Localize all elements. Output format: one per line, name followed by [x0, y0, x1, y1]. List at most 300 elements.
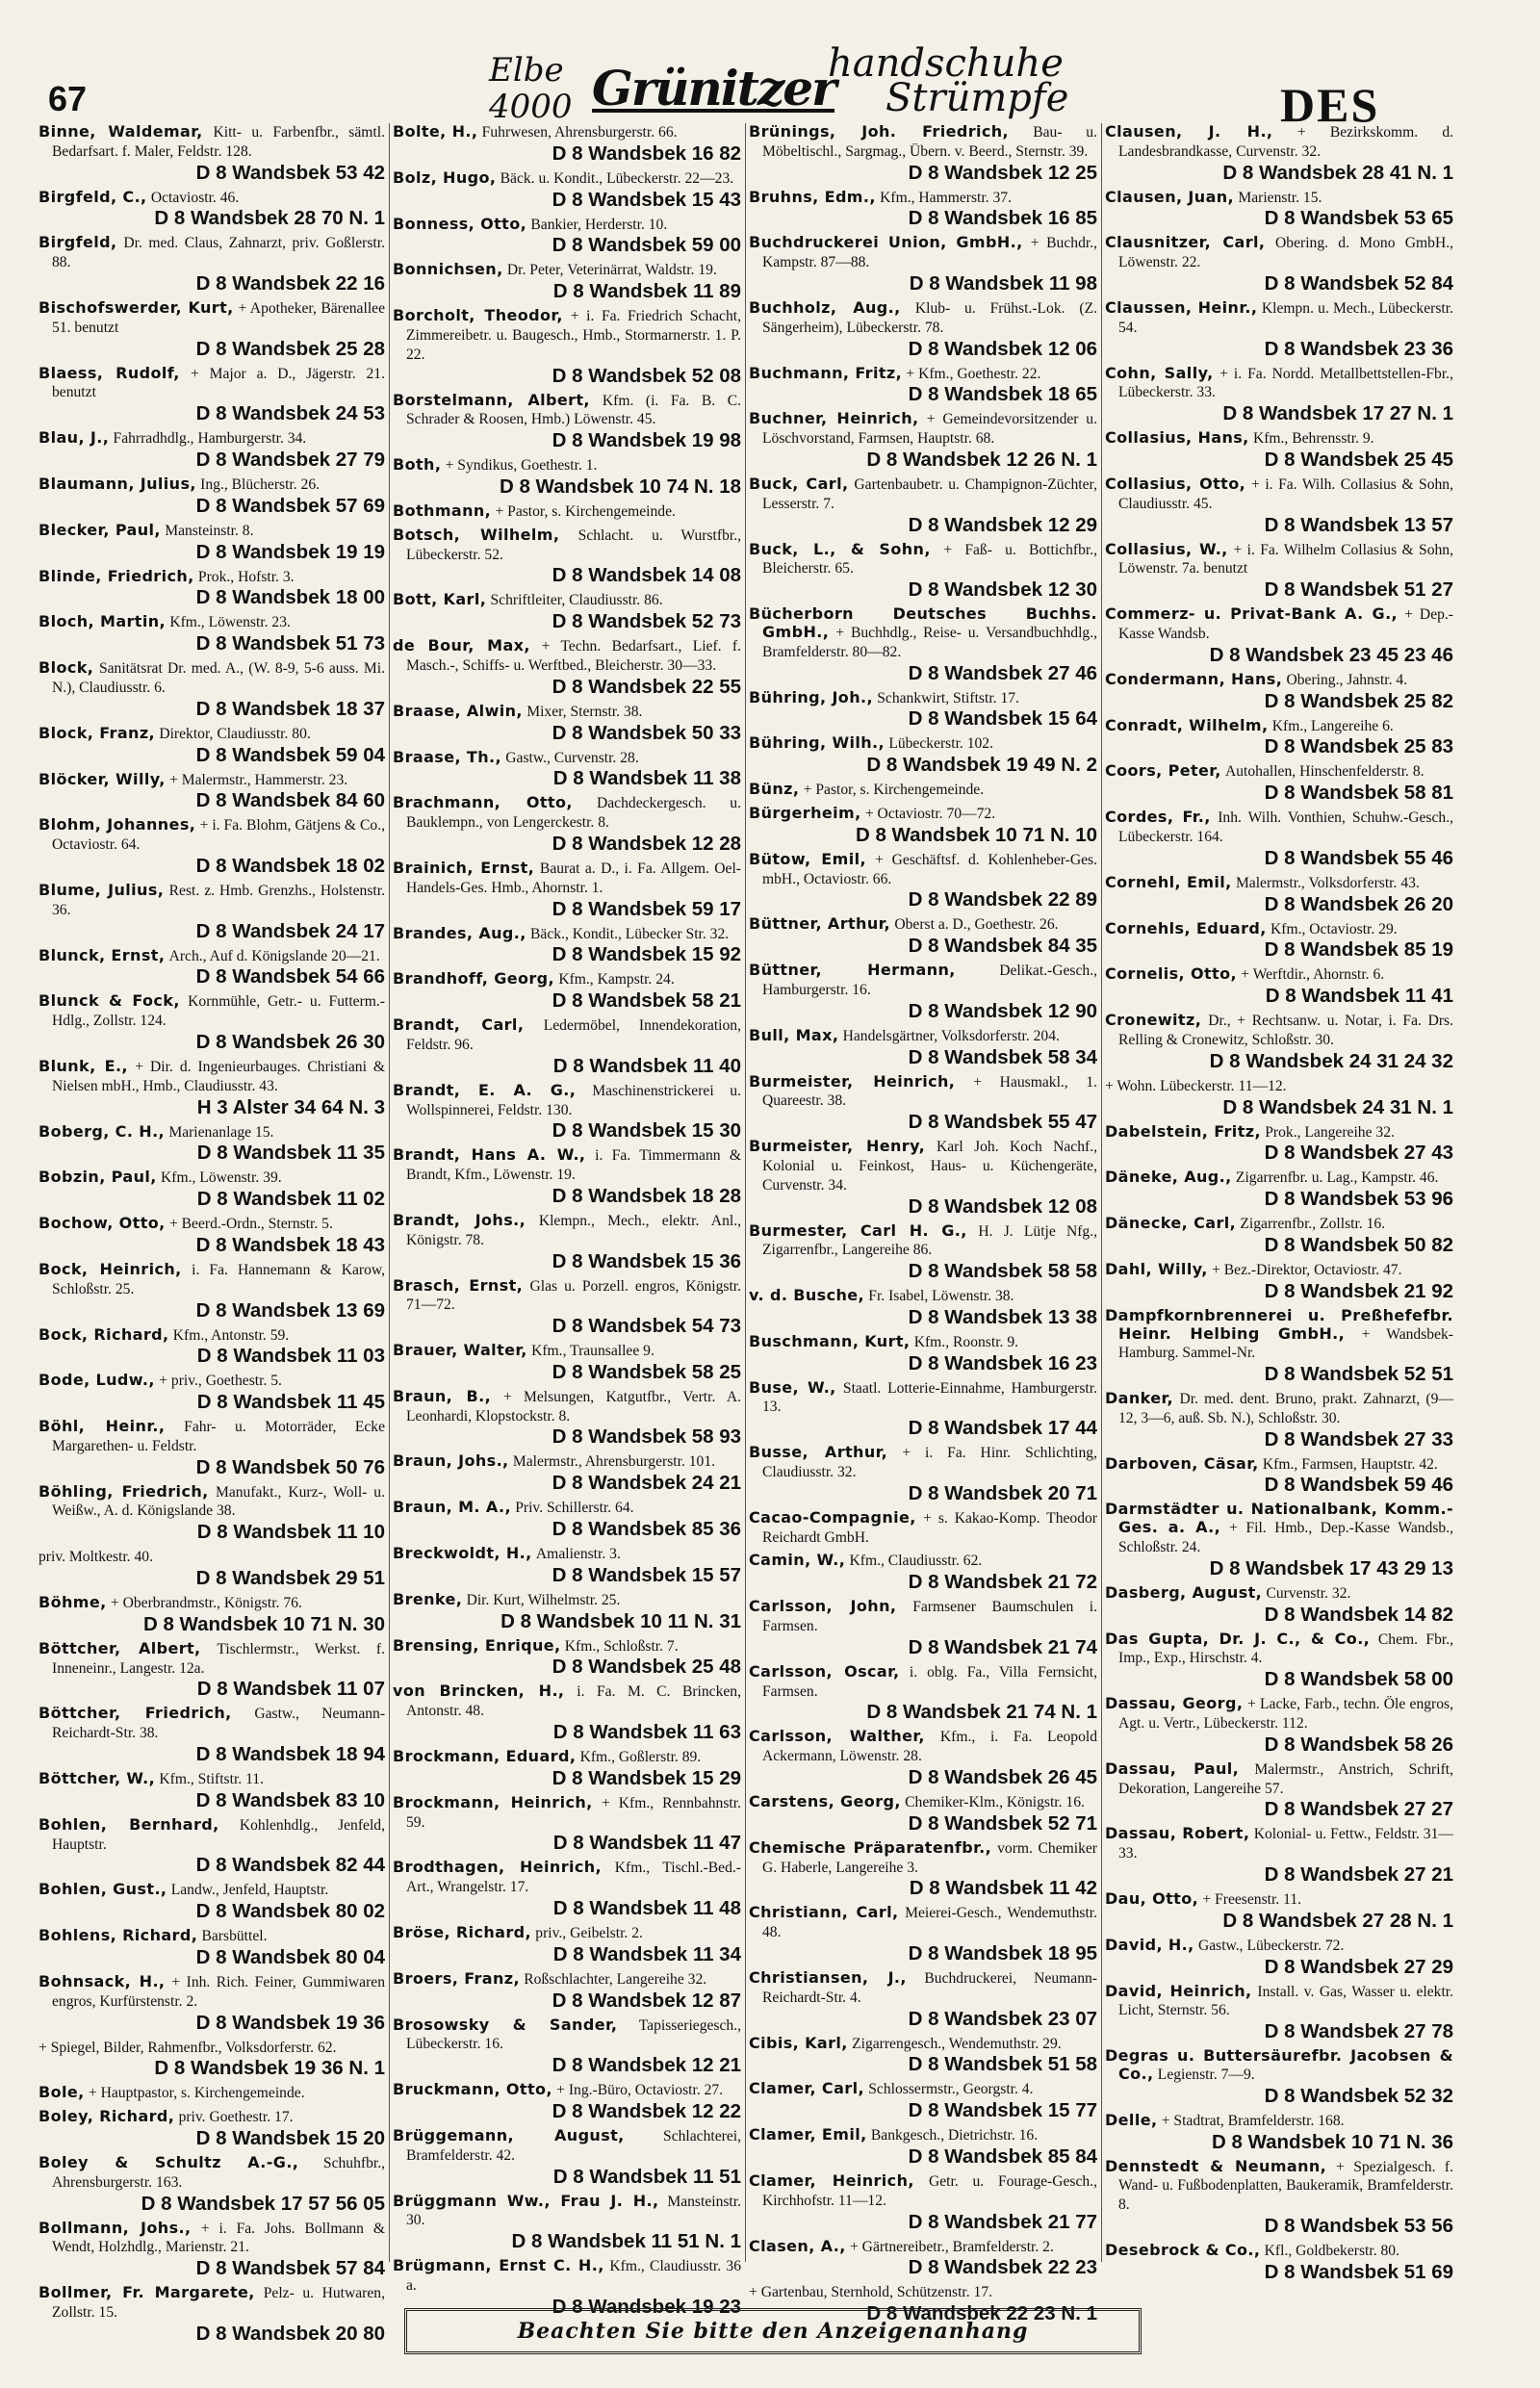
entry-name: David, H.,	[1105, 1935, 1194, 1954]
directory-entry	[38, 1372, 385, 1413]
directory-entry	[1105, 2158, 1453, 2237]
entry-details: Chemiker-Klm., Königstr. 16.	[905, 1794, 1085, 1811]
directory-entry	[393, 749, 741, 790]
directory-entry	[393, 1970, 741, 2012]
entry-phone: D 8 Wandsbek 19 36 N. 1	[154, 2057, 385, 2080]
directory-entry	[393, 1794, 741, 1855]
entry-name: Carlsson, John,	[749, 1597, 897, 1616]
entry-name: Blöcker, Willy,	[38, 769, 166, 788]
entry-details: Prok., Langereihe 32.	[1265, 1123, 1395, 1141]
entry-details: Malermstr., Anstrich, Schrift, Dekoration, Langereihe 57.	[1118, 1760, 1453, 1797]
directory-entry	[393, 502, 741, 522]
directory-entry	[393, 970, 741, 1012]
entry-details: + Fil. Hmb., Dep.-Kasse Wandsb., Schloßstr. 24.	[1118, 1520, 1454, 1556]
entry-name: Bühring, Wilh.,	[749, 733, 886, 753]
entry-details: Schlacht. u. Wurstfbr., Lübeckerstr. 52.	[406, 526, 741, 563]
entry-phone: D 8 Wandsbek 17 27 N. 1	[1222, 402, 1453, 425]
directory-entry	[38, 299, 385, 360]
entry-phone: D 8 Wandsbek 53 96	[1264, 1188, 1453, 1211]
directory-entry	[1105, 1215, 1453, 1256]
entry-phone: D 8 Wandsbek 12 06	[908, 337, 1097, 360]
entry-name: Cornehls, Eduard,	[1105, 918, 1267, 937]
footer-text: Beachten Sie bitte den Anzeigenanhang	[517, 2319, 1029, 2344]
entry-phone: D 8 Wandsbek 15 92	[552, 943, 741, 966]
entry-details: Kfm., Stiftstr. 11.	[159, 1771, 264, 1788]
entry-phone: D 8 Wandsbek 29 51	[195, 1567, 385, 1590]
entry-phone: D 8 Wandsbek 52 32	[1264, 2084, 1453, 2107]
entry-phone: D 8 Wandsbek 18 28	[552, 1184, 741, 1207]
entry-phone: D 8 Wandsbek 11 89	[552, 280, 741, 303]
directory-entry	[393, 1342, 741, 1383]
entry-phone: D 8 Wandsbek 25 82	[1264, 689, 1453, 712]
directory-entry	[38, 1123, 385, 1165]
directory-entry	[1105, 874, 1453, 915]
entry-phone: D 8 Wandsbek 53 56	[1264, 2215, 1453, 2238]
entry-phone: D 8 Wandsbek 11 07	[196, 1678, 385, 1701]
index-letters: DES	[1280, 78, 1380, 132]
entry-details: Klempn., Mech., elektr. Anl., Königstr. 78.	[406, 1212, 741, 1248]
entry-phone: D 8 Wandsbek 27 28 N. 1	[1222, 1909, 1453, 1932]
directory-entry	[38, 1881, 385, 1922]
entry-details: + Gartenbau, Sternhold, Schützenstr. 17.	[749, 2284, 993, 2301]
directory-entry	[749, 851, 1097, 912]
entry-details: + i. Fa. Hinr. Schlichting, Claudiusstr. 32.	[762, 1445, 1098, 1481]
entry-name: Brandt, E. A. G.,	[393, 1080, 577, 1099]
directory-entry	[38, 2284, 385, 2345]
entry-name: Bonnichsen,	[393, 260, 503, 279]
entry-name: Camin, W.,	[749, 1551, 846, 1570]
entry-details: + i. Fa. Wilhelm Collasius & Sohn, Löwenstr. 7a. benutzt	[1118, 541, 1454, 578]
entry-name: Borstelmann, Albert,	[393, 390, 590, 409]
entry-name: Danker,	[1105, 1389, 1173, 1408]
entry-details: Direktor, Claudiusstr. 80.	[159, 725, 311, 742]
entry-details: Malermstr., Volksdorferstr. 43.	[1235, 874, 1420, 891]
entry-details: Kornmühle, Getr.- u. Futterm.-Hdlg., Zollstr. 124.	[52, 993, 385, 1030]
entry-name: Dänecke, Carl,	[1105, 1214, 1237, 1233]
entry-details: Arch., Auf d. Königslande 20—21.	[168, 947, 380, 964]
directory-entry	[393, 261, 741, 302]
entry-name: Binne, Waldemar,	[38, 122, 203, 141]
directory-entry	[749, 962, 1097, 1022]
entry-phone: D 8 Wandsbek 12 87	[552, 1989, 741, 2012]
entry-phone: D 8 Wandsbek 19 36	[195, 2011, 385, 2034]
entry-name: Blaess, Rudolf,	[38, 363, 180, 382]
entry-phone: D 8 Wandsbek 59 00	[552, 234, 741, 257]
entry-name: Delle,	[1105, 2110, 1158, 2129]
entry-name: Cacao-Compagnie,	[749, 1507, 916, 1527]
entry-phone: D 8 Wandsbek 55 47	[908, 1111, 1097, 1134]
entry-details: Lübeckerstr. 102.	[888, 735, 994, 753]
directory-entry	[749, 1839, 1097, 1900]
directory-entry	[38, 568, 385, 609]
entry-name: Dennstedt & Neumann,	[1105, 2156, 1327, 2175]
entry-name: Dasberg, August,	[1105, 1582, 1263, 1602]
entry-details: i. Fa. M. C. Brincken, Antonstr. 48.	[406, 1683, 742, 1720]
directory-entry	[393, 1924, 741, 1965]
entry-phone: D 8 Wandsbek 19 49 N. 2	[866, 754, 1097, 777]
entry-phone: D 8 Wandsbek 12 30	[908, 578, 1097, 602]
entry-details: + Wandsbek-Hamburg. Sammel-Nr.	[1118, 1325, 1453, 1362]
entry-name: Bock, Heinrich,	[38, 1259, 182, 1278]
entry-name: Boberg, C. H.,	[38, 1121, 166, 1141]
entry-details: Landw., Jenfeld, Hauptstr.	[170, 1882, 329, 1899]
entry-details: + Spiegel, Bilder, Rahmenfbr., Volksdorferstr. 62.	[38, 2039, 337, 2056]
entry-details: Fr. Isabel, Löwenstr. 38.	[868, 1288, 1014, 1305]
entry-name: Bischofswerder, Kurt,	[38, 297, 234, 317]
entry-name: Boley & Schultz A.-G.,	[38, 2153, 299, 2172]
entry-phone: D 8 Wandsbek 24 17	[195, 919, 385, 942]
directory-entry	[38, 1705, 385, 1765]
entry-details: Ing., Blücherstr. 26.	[200, 475, 321, 493]
entry-name: Brandt, Carl,	[393, 1015, 525, 1035]
entry-phone: D 8 Wandsbek 11 38	[552, 767, 741, 790]
entry-name: Brüggmann Ww., Frau J. H.,	[393, 2191, 659, 2210]
entry-phone: D 8 Wandsbek 20 71	[908, 1481, 1097, 1504]
entry-name: Blinde, Friedrich,	[38, 566, 194, 585]
entry-name: Birgfeld,	[38, 233, 117, 252]
directory-entry	[393, 2081, 741, 2122]
entry-phone: D 8 Wandsbek 11 51	[552, 2165, 741, 2188]
entry-details: + Wohn. Lübeckerstr. 11—12.	[1105, 1077, 1287, 1094]
entry-details: Fahrradhdlg., Hamburgerstr. 34.	[113, 430, 307, 448]
entry-name: Bohlen, Bernhard,	[38, 1814, 219, 1834]
directory-entry	[393, 1499, 741, 1540]
entry-phone: D 8 Wandsbek 17 43 29 13	[1209, 1556, 1453, 1579]
directory-entry	[749, 365, 1097, 406]
directory-entry	[393, 860, 741, 920]
entry-phone: D 8 Wandsbek 26 45	[908, 1766, 1097, 1789]
entry-name: Bücherborn Deutsches Buchhs. GmbH.,	[749, 604, 1097, 641]
entry-phone: D 8 Wandsbek 25 83	[1264, 735, 1453, 758]
entry-phone: D 8 Wandsbek 12 25	[908, 161, 1097, 184]
directory-entry	[393, 1082, 741, 1143]
entry-phone: D 8 Wandsbek 13 38	[908, 1305, 1097, 1328]
entry-phone: D 8 Wandsbek 25 45	[1264, 448, 1453, 471]
directory-entry	[1105, 605, 1453, 666]
entry-phone: D 8 Wandsbek 11 41	[1265, 985, 1453, 1008]
entry-details: + Apotheker, Bärenallee 51. benutzt	[52, 299, 385, 336]
entry-phone: D 8 Wandsbek 51 69	[1264, 2260, 1453, 2283]
directory-entry	[38, 1973, 385, 2034]
column-2	[393, 122, 742, 2318]
entry-details: Kfm., Löwenstr. 39.	[161, 1169, 282, 1187]
entry-details: + Syndikus, Goethestr. 1.	[445, 457, 598, 475]
entry-name: Claussen, Heinr.,	[1105, 297, 1258, 317]
entry-name: Christiansen, J.,	[749, 1968, 907, 1988]
entry-phone: D 8 Wandsbek 11 02	[196, 1188, 385, 1211]
directory-entry	[38, 365, 385, 425]
entry-name: Bull, Max,	[749, 1025, 839, 1044]
entry-name: Clasen, A.,	[749, 2236, 846, 2255]
entry-phone: D 8 Wandsbek 11 45	[196, 1391, 385, 1414]
directory-entry	[749, 1728, 1097, 1788]
directory-entry	[38, 1483, 385, 1544]
entry-name: Braase, Th.,	[393, 747, 501, 766]
entry-details: + Octaviostr. 70—72.	[864, 805, 996, 822]
entry-phone: D 8 Wandsbek 12 29	[908, 513, 1097, 536]
directory-entry	[749, 1138, 1097, 1217]
directory-entry	[393, 591, 741, 632]
entry-phone: D 8 Wandsbek 27 43	[1264, 1142, 1453, 1165]
entry-phone: D 8 Wandsbek 15 36	[552, 1249, 741, 1272]
entry-phone: D 8 Wandsbek 15 20	[195, 2127, 385, 2150]
entry-details: Inh. Wilh. Vonthien, Schuhw.-Gesch., Lübeckerstr. 164.	[1118, 809, 1453, 845]
directory-entry	[393, 1146, 741, 1207]
directory-entry	[393, 794, 741, 855]
entry-phone: D 8 Wandsbek 52 71	[908, 1811, 1097, 1835]
entry-details: Kfm., Roonstr. 9.	[913, 1333, 1019, 1350]
directory-entry	[749, 2238, 1097, 2279]
entry-details: Kitt- u. Farbenfbr., sämtl. Bedarfsart. f. Maler, Feldstr. 128.	[52, 124, 385, 160]
directory-entry	[1105, 2242, 1453, 2283]
entry-name: Bünz,	[749, 780, 800, 799]
entry-name: Brünings, Joh. Friedrich,	[749, 122, 1010, 141]
entry-name: Brandhoff, Georg,	[393, 969, 555, 989]
entry-details: Karl Joh. Koch Nachf., Kolonial u. Feinkost, Haus- u. Küchengeräte, Curvenstr. 34.	[762, 1139, 1098, 1194]
entry-phone: D 8 Wandsbek 84 60	[195, 789, 385, 812]
entry-phone: D 8 Wandsbek 13 69	[195, 1298, 385, 1322]
entry-phone: D 8 Wandsbek 18 00	[195, 586, 385, 609]
entry-phone: D 8 Wandsbek 19 19	[195, 540, 385, 563]
entry-name: Collasius, W.,	[1105, 539, 1228, 558]
entry-name: Braase, Alwin,	[393, 701, 523, 720]
entry-name: Bode, Ludw.,	[38, 1371, 155, 1390]
entry-phone: D 8 Wandsbek 50 82	[1264, 1233, 1453, 1256]
page-number: 67	[48, 79, 88, 118]
directory-entry	[749, 410, 1097, 471]
directory-entry	[38, 659, 385, 720]
directory-entry	[1105, 1825, 1453, 1886]
entry-phone: D 8 Wandsbek 11 42	[909, 1877, 1097, 1900]
entry-name: Birgfeld, C.,	[38, 187, 147, 206]
entry-details: Klub- u. Frühst.-Lok. (Z. Sängerheim), Lübeckerstr. 78.	[762, 299, 1098, 336]
directory-entry	[38, 1058, 385, 1118]
entry-name: Brenke,	[393, 1589, 463, 1608]
entry-phone: D 8 Wandsbek 27 27	[1264, 1798, 1453, 1821]
directory-entry	[749, 1379, 1097, 1440]
directory-entry	[393, 703, 741, 744]
entry-phone: D 8 Wandsbek 24 31 24 32	[1209, 1049, 1453, 1072]
entry-name: David, Heinrich,	[1105, 1981, 1252, 2000]
directory-entry	[1105, 1123, 1453, 1165]
entry-details: Dr. Peter, Veterinärrat, Waldstr. 19.	[506, 262, 717, 279]
entry-details: Mansteinstr. 30.	[406, 2193, 741, 2229]
directory-entry	[38, 1548, 385, 1589]
directory-entry	[38, 123, 385, 184]
entry-details: + i. Fa. Wilh. Collasius & Sohn, Claudiusstr. 45.	[1118, 475, 1453, 512]
entry-phone: D 8 Wandsbek 22 55	[552, 675, 741, 698]
entry-name: Brandt, Hans A. W.,	[393, 1145, 586, 1165]
entry-name: Bock, Richard,	[38, 1324, 169, 1344]
entry-name: Buschmann, Kurt,	[749, 1331, 911, 1350]
entry-name: Dassau, Robert,	[1105, 1824, 1250, 1843]
directory-entry	[749, 734, 1097, 776]
entry-name: Borcholt, Theodor,	[393, 306, 563, 325]
entry-name: Bohlen, Gust.,	[38, 1880, 167, 1899]
entry-phone: D 8 Wandsbek 23 45 23 46	[1209, 643, 1453, 666]
entry-details: Zigarrenfbr., Zollstr. 16.	[1240, 1216, 1386, 1233]
entry-name: Dampfkornbrennerei u. Preßhefefbr. Heinr. Helbing GmbH.,	[1105, 1305, 1453, 1343]
directory-entry	[38, 234, 385, 295]
directory-entry	[38, 429, 385, 471]
entry-details: + Techn. Bedarfsart., Lief. f. Masch.-, Schiffs- u. Werftbed., Bleicherstr. 30—33.	[406, 638, 742, 674]
entry-phone: D 8 Wandsbek 10 74 N. 18	[499, 475, 741, 498]
directory-entry	[38, 1594, 385, 1635]
entry-details: Klempn. u. Mech., Lübeckerstr. 54.	[1118, 299, 1453, 336]
entry-phone: D 8 Wandsbek 59 46	[1264, 1474, 1453, 1497]
entry-details: Bankgesch., Dietrichstr. 16.	[870, 2127, 1039, 2144]
directory-entry	[1105, 1455, 1453, 1497]
entry-phone: D 8 Wandsbek 12 28	[552, 832, 741, 855]
entry-details: Kfm., Hammerstr. 37.	[880, 189, 1012, 206]
entry-details: priv., Geibelstr. 2.	[535, 1925, 643, 1942]
directory-entry	[1105, 1168, 1453, 1210]
entry-name: Brodthagen, Heinrich,	[393, 1858, 603, 1877]
entry-name: Bühring, Joh.,	[749, 687, 873, 706]
entry-phone: D 8 Wandsbek 23 07	[908, 2007, 1097, 2030]
directory-entry	[38, 1816, 385, 1877]
entry-name: Bütow, Emil,	[749, 849, 866, 868]
entry-name: Conradt, Wilhelm,	[1105, 715, 1269, 734]
directory-entry	[38, 2039, 385, 2080]
entry-name: Blunck & Fock,	[38, 991, 180, 1011]
entry-details: H. J. Lütje Nfg., Zigarrenfbr., Langereihe 86.	[762, 1222, 1098, 1259]
directory-entry	[38, 816, 385, 877]
entry-phone: D 8 Wandsbek 58 81	[1264, 782, 1453, 805]
directory-entry	[749, 1073, 1097, 1134]
entry-name: Carlsson, Walther,	[749, 1727, 925, 1746]
entry-details: Curvenstr. 32.	[1266, 1584, 1351, 1602]
entry-name: Böhme,	[38, 1593, 107, 1612]
entry-details: Kfm., Claudiusstr. 62.	[849, 1553, 983, 1570]
directory-entry	[38, 522, 385, 563]
entry-phone: D 8 Wandsbek 12 22	[552, 2100, 741, 2123]
entry-details: + Oberbrandmstr., Königstr. 76.	[110, 1595, 302, 1612]
entry-details: Obering., Jahnstr. 4.	[1286, 671, 1408, 688]
entry-details: Tapisseriegesch., Lübeckerstr. 16.	[406, 2016, 742, 2053]
entry-name: Brauer, Walter,	[393, 1341, 527, 1360]
directory-entry	[1105, 717, 1453, 758]
entry-phone: D 8 Wandsbek 85 19	[1264, 938, 1453, 962]
entry-details: Gastw., Lübeckerstr. 72.	[1197, 1937, 1345, 1954]
entry-details: Kfm., Langereihe 6.	[1271, 717, 1394, 734]
entry-name: Commerz- u. Privat-Bank A. G.,	[1105, 604, 1399, 624]
entry-name: Cordes, Fr.,	[1105, 808, 1211, 827]
entry-details: Prok., Hofstr. 3.	[197, 568, 295, 585]
entry-phone: D 8 Wandsbek 85 36	[552, 1518, 741, 1541]
entry-details: Kfm., Schloßstr. 7.	[564, 1637, 679, 1655]
directory-entry	[749, 1904, 1097, 1964]
entry-name: Cronewitz,	[1105, 1011, 1202, 1030]
entry-phone: D 8 Wandsbek 27 21	[1264, 1863, 1453, 1887]
entry-details: Malermstr., Ahrensburgerstr. 101.	[512, 1453, 716, 1471]
entry-phone: D 8 Wandsbek 11 51 N. 1	[511, 2230, 741, 2253]
entry-details: i. oblg. Fa., Villa Fernsicht, Farmsen.	[762, 1663, 1098, 1700]
entry-phone: D 8 Wandsbek 58 00	[1264, 1668, 1453, 1691]
directory-entry	[1105, 2112, 1453, 2153]
directory-entry	[393, 392, 741, 452]
column-divider	[389, 123, 390, 2262]
entry-details: + Bezirkskomm. d. Landesbrandkasse, Curvenstr. 32.	[1118, 124, 1454, 160]
entry-phone: D 8 Wandsbek 50 33	[552, 721, 741, 744]
entry-details: Kolonial- u. Fettw., Feldstr. 31—33.	[1118, 1826, 1453, 1862]
directory-entry	[1105, 809, 1453, 869]
entry-name: Böttcher, W.,	[38, 1769, 156, 1788]
entry-name: Brüggemann, August,	[393, 2126, 625, 2145]
entry-name: Dassau, Paul,	[1105, 1759, 1240, 1778]
entry-phone: D 8 Wandsbek 52 84	[1264, 271, 1453, 295]
entry-name: Buchmann, Fritz,	[749, 363, 903, 382]
entry-phone: D 8 Wandsbek 10 71 N. 30	[142, 1612, 385, 1635]
entry-details: Priv. Schillerstr. 64.	[515, 1500, 634, 1517]
entry-phone: D 8 Wandsbek 28 70 N. 1	[154, 207, 385, 230]
directory-entry	[393, 1016, 741, 1077]
entry-name: de Bour, Max,	[393, 636, 530, 655]
entry-details: Obering. d. Mono GmbH., Löwenstr. 22.	[1118, 235, 1453, 271]
directory-entry	[749, 234, 1097, 295]
directory-entry	[749, 781, 1097, 800]
entry-details: Dachdeckergesch. u. Bauklempn., von Lengerckestr. 8.	[406, 795, 741, 832]
entry-details: Handelsgärtner, Volksdorferstr. 204.	[842, 1027, 1060, 1044]
entry-name: Carstens, Georg,	[749, 1792, 901, 1811]
entry-phone: D 8 Wandsbek 82 44	[195, 1854, 385, 1877]
entry-name: Braun, M. A.,	[393, 1498, 511, 1517]
entry-details: Pelz- u. Hutwaren, Zollstr. 15.	[52, 2285, 385, 2322]
directory-entry	[1105, 1937, 1453, 1978]
entry-name: Cohn, Sally,	[1105, 363, 1214, 382]
entry-phone: D 8 Wandsbek 25 48	[552, 1656, 741, 1679]
entry-details: priv. Goethestr. 17.	[178, 2109, 294, 2126]
entry-details: + s. Kakao-Komp. Theodor Reichardt GmbH.	[762, 1509, 1098, 1546]
directory-entry	[393, 1682, 741, 1743]
entry-name: Bollmann, Johs.,	[38, 2218, 192, 2237]
entry-name: Boley, Richard,	[38, 2107, 175, 2126]
directory-entry	[749, 2172, 1097, 2233]
entry-details: Kfm., Octaviostr. 29.	[1270, 920, 1398, 937]
directory-entry	[38, 1770, 385, 1811]
directory-entry	[393, 1212, 741, 1272]
directory-entry	[393, 1388, 741, 1449]
entry-phone: D 8 Wandsbek 51 27	[1264, 578, 1453, 602]
entry-phone: D 8 Wandsbek 12 90	[908, 999, 1097, 1022]
entry-details: + Gemeindevorsitzender u. Löschvorstand, Farmsen, Hauptstr. 68.	[762, 411, 1097, 448]
entry-details: priv. Moltkestr. 40.	[38, 1549, 153, 1566]
entry-phone: D 8 Wandsbek 19 23	[552, 2295, 741, 2318]
entry-phone: D 8 Wandsbek 50 76	[195, 1455, 385, 1478]
entry-phone: D 8 Wandsbek 58 26	[1264, 1733, 1453, 1756]
entry-phone: D 8 Wandsbek 15 30	[552, 1119, 741, 1143]
directory-entry	[1105, 475, 1453, 536]
directory-entry	[38, 992, 385, 1053]
entry-name: Carlsson, Oscar,	[749, 1661, 900, 1681]
entry-name: Bloch, Martin,	[38, 612, 167, 631]
directory-entry	[393, 1591, 741, 1632]
entry-phone: D 8 Wandsbek 17 57 56 05	[141, 2192, 385, 2215]
entry-details: Schlachterei, Bramfelderstr. 42.	[406, 2128, 741, 2164]
directory-entry	[1105, 299, 1453, 360]
entry-phone: D 8 Wandsbek 14 82	[1264, 1603, 1453, 1626]
entry-details: + Freesenstr. 11.	[1202, 1891, 1302, 1909]
entry-details: Schankwirt, Stiftstr. 17.	[877, 689, 1019, 706]
entry-details: + Buchhdlg., Reise- u. Versandbuchhdlg., Bramfelderstr. 80—82.	[762, 624, 1098, 660]
entry-name: Blume, Julius,	[38, 880, 165, 899]
entry-name: Christiann, Carl,	[749, 1903, 899, 1922]
entry-details: + Werftdir., Ahornstr. 6.	[1241, 966, 1385, 984]
entry-phone: D 8 Wandsbek 58 58	[908, 1260, 1097, 1283]
ad-slogan	[828, 41, 1069, 120]
entry-name: Dassau, Georg,	[1105, 1694, 1244, 1713]
directory-entry	[749, 2080, 1097, 2121]
